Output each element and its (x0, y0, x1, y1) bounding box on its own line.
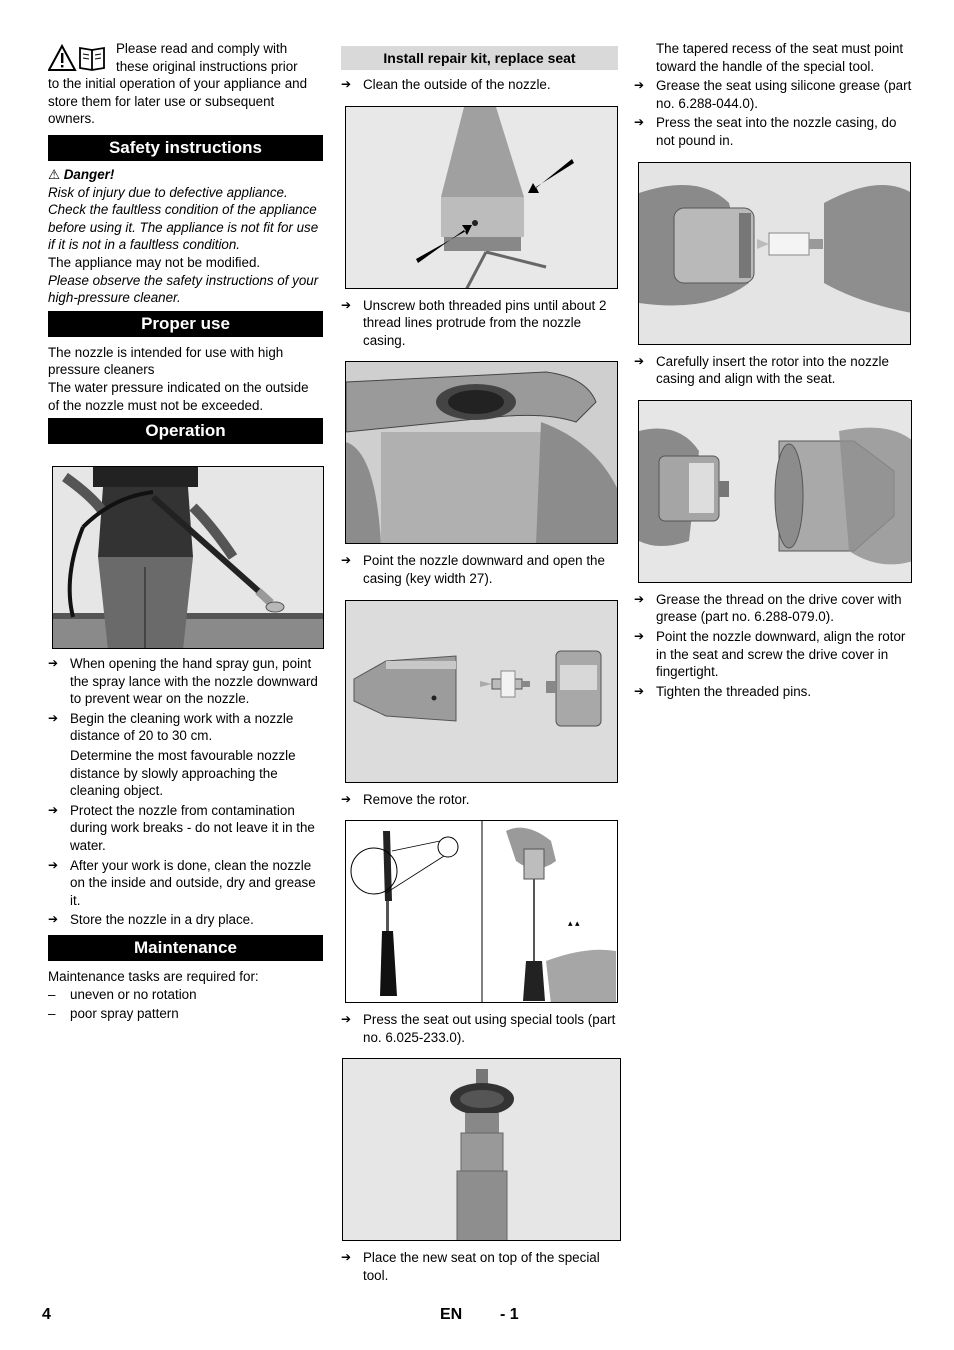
arrow-icon: ➔ (634, 115, 645, 130)
operation-step-2: ➔ Begin the cleaning work with a nozzle distance of 20 to 30 cm. (48, 710, 294, 744)
new-seat-photo (342, 1058, 621, 1241)
intro-block (48, 40, 323, 128)
column-right (634, 40, 912, 702)
warning-manual-icon (48, 44, 110, 72)
parts-photo (345, 600, 618, 783)
operation-illustration (53, 467, 324, 649)
proper-use-p2: The water pressure indicated on the outside of the nozzle must not be exceeded. (48, 379, 309, 413)
repair-step-8: ➔ Press the seat into the nozzle casing, do not pound in. (634, 115, 897, 148)
warning-icon: ⚠ (48, 166, 61, 182)
nozzle-pins-illustration (346, 107, 618, 289)
operation-heading: Operation (48, 418, 323, 444)
language-code: EN (440, 1306, 463, 1323)
seat-orientation-note: The tapered recess of the seat must point toward the handle of the special tool. (656, 41, 904, 74)
safety-plain: The appliance may not be modified. (48, 254, 261, 270)
intro-line-2: these original instructions prior (116, 58, 298, 74)
column-left (48, 40, 323, 1025)
repair-step-9: ➔ Carefully insert the rotor into the nozzle casing and align with the seat. (634, 353, 889, 387)
repair-step-11: ➔ Point the nozzle downward, align the rotor in the seat and screw the drive cover in fingertight. (634, 628, 906, 680)
operation-step-3: ➔ Protect the nozzle from contamination during work breaks - do not leave it in the water. (48, 802, 315, 854)
repair-step-5: ➔ Press the seat out using special tools (part no. 6.025-233.0). (341, 1012, 616, 1045)
insert-rotor-photo (638, 400, 912, 583)
repair-step-2: ➔ Unscrew both threaded pins until about 2 thread lines protrude from the nozzle casing. (341, 297, 607, 348)
special-tool-photo (345, 820, 618, 1003)
arrow-icon: ➔ (341, 791, 352, 806)
repair-step-7: ➔ Grease the seat using silicone grease (part no. 6.288-044.0). (634, 78, 912, 111)
operation-photo (52, 466, 324, 649)
arrow-icon: ➔ (634, 628, 645, 643)
repair-step-4: ➔ Remove the rotor. (341, 791, 470, 807)
arrow-icon: ➔ (634, 353, 645, 368)
maintenance-item: – poor spray pattern (48, 1006, 179, 1022)
parts-illustration (346, 601, 618, 783)
arrow-icon: ➔ (341, 553, 352, 568)
arrow-icon: ➔ (634, 78, 645, 93)
press-seat-illustration (639, 163, 911, 345)
safety-heading: Safety instructions (48, 135, 323, 161)
arrow-icon: ➔ (634, 683, 645, 698)
column-middle (341, 40, 618, 1287)
svg-text:▴ ▴: ▴ ▴ (568, 918, 580, 929)
arrow-icon: ➔ (341, 77, 352, 91)
arrow-icon: ➔ (634, 591, 645, 606)
arrow-icon: ➔ (341, 1250, 352, 1265)
proper-use-p1: The nozzle is intended for use with high pressure cleaners (48, 344, 284, 378)
repair-step-10: ➔ Grease the thread on the drive cover with grease (part no. 6.288-079.0). (634, 591, 902, 625)
maintenance-heading: Maintenance (48, 935, 323, 961)
intro-line-1: Please read and comply with (116, 41, 288, 56)
page-number: 4 (42, 1306, 51, 1323)
arrow-icon: ➔ (48, 710, 59, 725)
danger-text: Risk of injury due to defective appliance. Check the faultless condition of the appliance before using it. The appliance is not fit for use if it is not in a faultless condition. (48, 184, 319, 253)
insert-rotor-illustration (639, 401, 912, 583)
operation-step-1: ➔ When opening the hand spray gun, point the spray lance with the nozzle downward to prevent wear on the nozzle. (48, 656, 318, 707)
section-number: - 1 (500, 1306, 519, 1323)
repair-step-1: ➔ Clean the outside of the nozzle. (341, 77, 551, 92)
intro-rest: to the initial operation of your appliance and store them for later use or subsequent owners. (48, 76, 308, 127)
arrow-icon: ➔ (48, 912, 59, 927)
safety-italic: Please observe the safety instructions of your high-pressure cleaner. (48, 272, 319, 306)
new-seat-illustration (343, 1059, 621, 1241)
wrench-photo (345, 361, 618, 544)
operation-step-2b: Determine the most favourable nozzle distance by slowly approaching the cleaning object. (70, 748, 296, 799)
operation-step-5: ➔ Store the nozzle in a dry place. (48, 912, 254, 928)
proper-use-heading: Proper use (48, 311, 323, 337)
wrench-illustration (346, 362, 618, 544)
special-tool-illustration (346, 821, 618, 1003)
operation-step-4: ➔ After your work is done, clean the nozzle on the inside and outside, dry and grease it. (48, 857, 316, 908)
arrow-icon: ➔ (341, 297, 352, 312)
arrow-icon: ➔ (48, 802, 59, 817)
arrow-icon: ➔ (341, 1012, 352, 1027)
repair-step-12: ➔ Tighten the threaded pins. (634, 683, 812, 699)
press-seat-photo (638, 162, 911, 345)
arrow-icon: ➔ (48, 656, 59, 671)
repair-heading: Install repair kit, replace seat (341, 46, 618, 70)
repair-step-6: ➔ Place the new seat on top of the special tool. (341, 1250, 600, 1283)
maintenance-item: – uneven or no rotation (48, 986, 197, 1002)
maintenance-intro: Maintenance tasks are required for: (48, 969, 259, 984)
repair-step-3: ➔ Point the nozzle downward and open the casing (key width 27). (341, 553, 605, 586)
danger-label: Danger! (63, 166, 115, 182)
nozzle-pins-photo (345, 106, 618, 289)
arrow-icon: ➔ (48, 857, 59, 872)
